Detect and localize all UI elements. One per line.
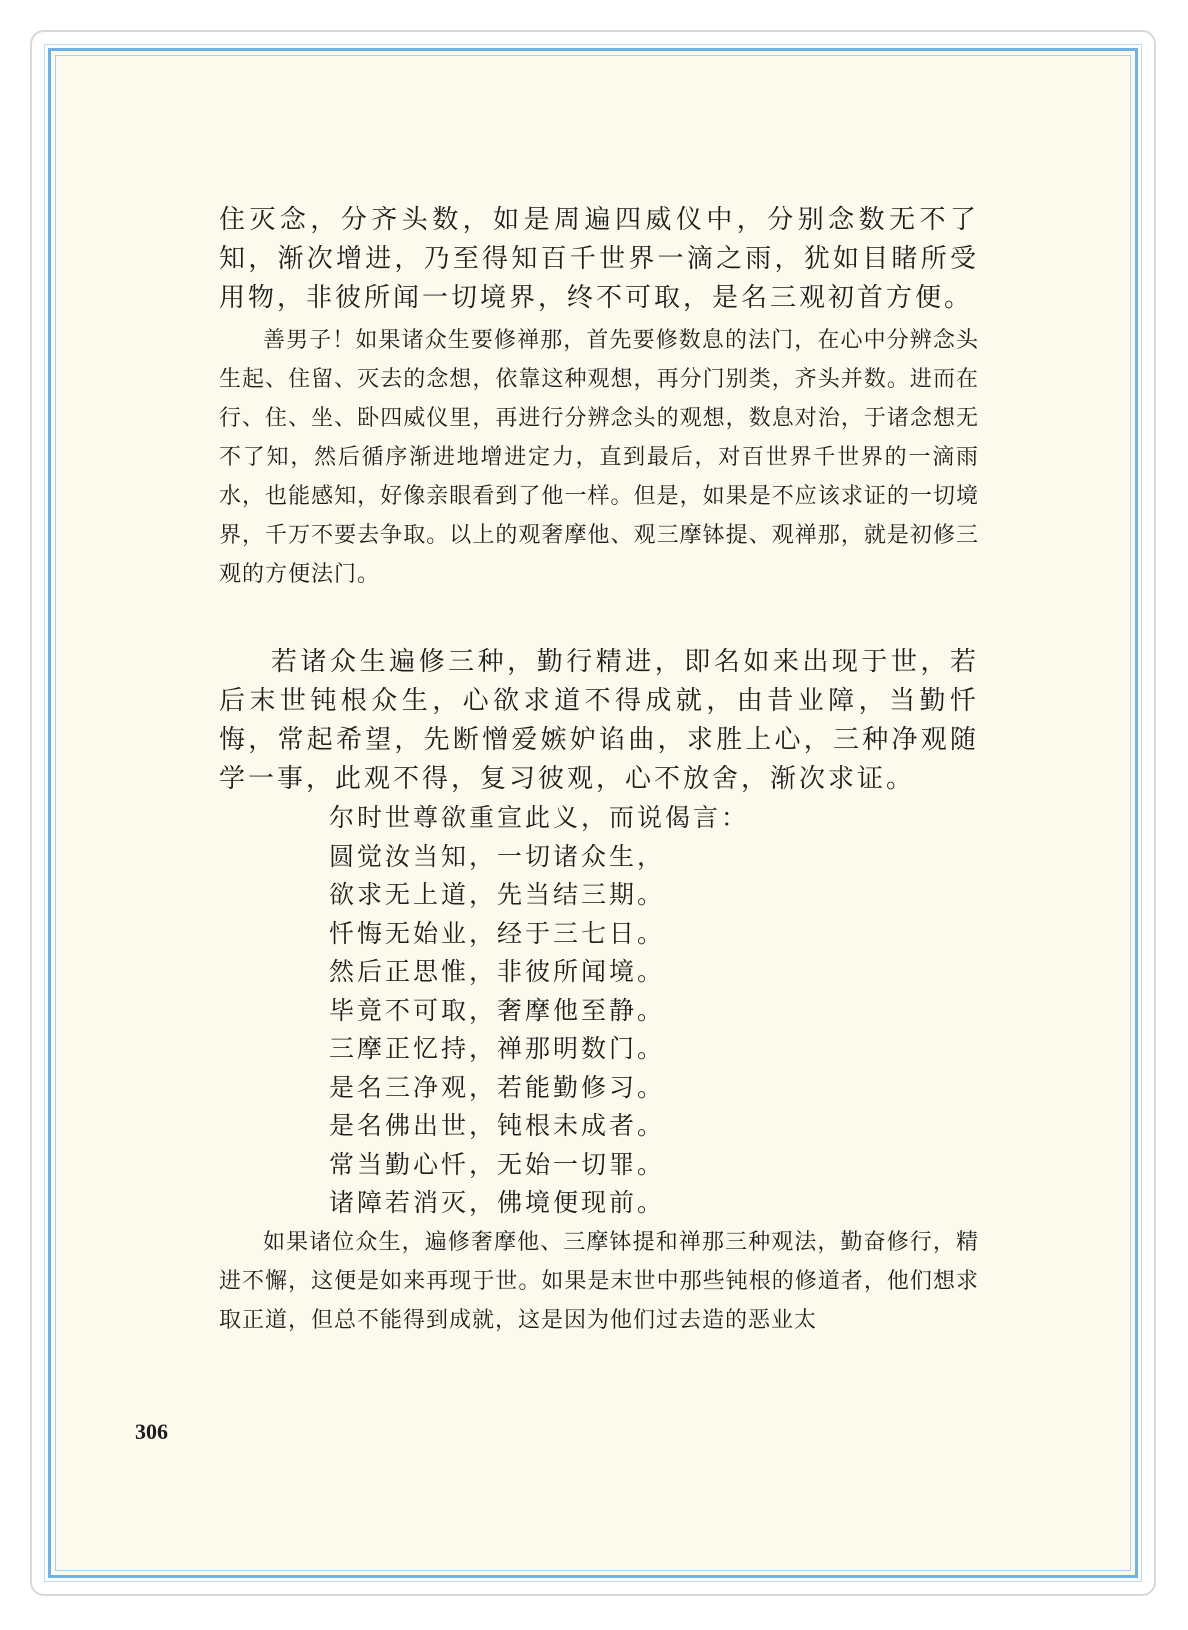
sutra-passage-1: 住灭念，分齐头数，如是周遍四威仪中，分别念数无不了知，渐次增进，乃至得知百千世界一滴之雨，犹如目睹所受用物，非彼所闻一切境界，终不可取，是名三观初首方便。 — [219, 205, 979, 313]
verse-line: 然后正思惟，非彼所闻境。 — [329, 957, 666, 986]
translation-passage-2: 如果诸位众生，遍修奢摩他、三摩钵提和禅那三种观法，勤奋修行，精进不懈，这便是如来再现于世。如果是末世中那些钝根的修道者，他们想求取正道，但总不能得到成就，这是因为他们过去造的恶业太 — [219, 1230, 979, 1333]
verse-line: 欲求无上道，先当结三期。 — [329, 880, 666, 909]
book-page — [48, 48, 1138, 1578]
verse-line: 毕竟不可取，奢摩他至静。 — [329, 995, 666, 1025]
translation-passage-1: 善男子！如果诸众生要修禅那，首先要修数息的法门，在心中分辨念头生起、住留、灭去的念想，依靠这种观想，再分门别类，齐头并数。进而在行、住、坐、卧四威仪里，再进行分辨念头的观想，数息对治，于诸念想无不了知，然后循序渐进地增进定力，直到最后，对百世界千世界的一滴雨水，也能感知，好像亲眼看到了他一样。但是，如果是不应该求证的一切境界，千万不要去争取。以上的观奢摩他、观三摩钵提、观禅那，就是初修三观的方便法门。 — [219, 328, 979, 587]
verse-line: 三摩正忆持，禅那明数门。 — [329, 1034, 666, 1063]
verse-line: 诸障若消灭，佛境便现前。 — [329, 1188, 666, 1217]
verse-line: 常当勤心忏，无始一切罪。 — [329, 1149, 666, 1179]
verse-line: 忏悔无始业，经于三七日。 — [329, 918, 666, 948]
verse-intro: 尔时世尊欲重宣此义，而说偈言： — [329, 803, 750, 832]
page-number: 306 — [135, 1419, 168, 1444]
verse-block — [329, 799, 749, 1223]
verse-line: 圆觉汝当知，一切诸众生， — [329, 841, 666, 871]
sutra-passage-2: 若诸众生遍修三种，勤行精进，即名如来出现于世，若后末世钝根众生，心欲求道不得成就，由昔业障，当勤忏悔，常起希望，先断憎爱嫉妒谄曲，求胜上心，三种净观随学一事，此观不得，复习彼观，心不放舍，渐次求证。 — [219, 647, 979, 794]
verse-line: 是名三净观，若能勤修习。 — [329, 1072, 666, 1102]
verse-line: 是名佛出世，钝根未成者。 — [329, 1111, 666, 1140]
